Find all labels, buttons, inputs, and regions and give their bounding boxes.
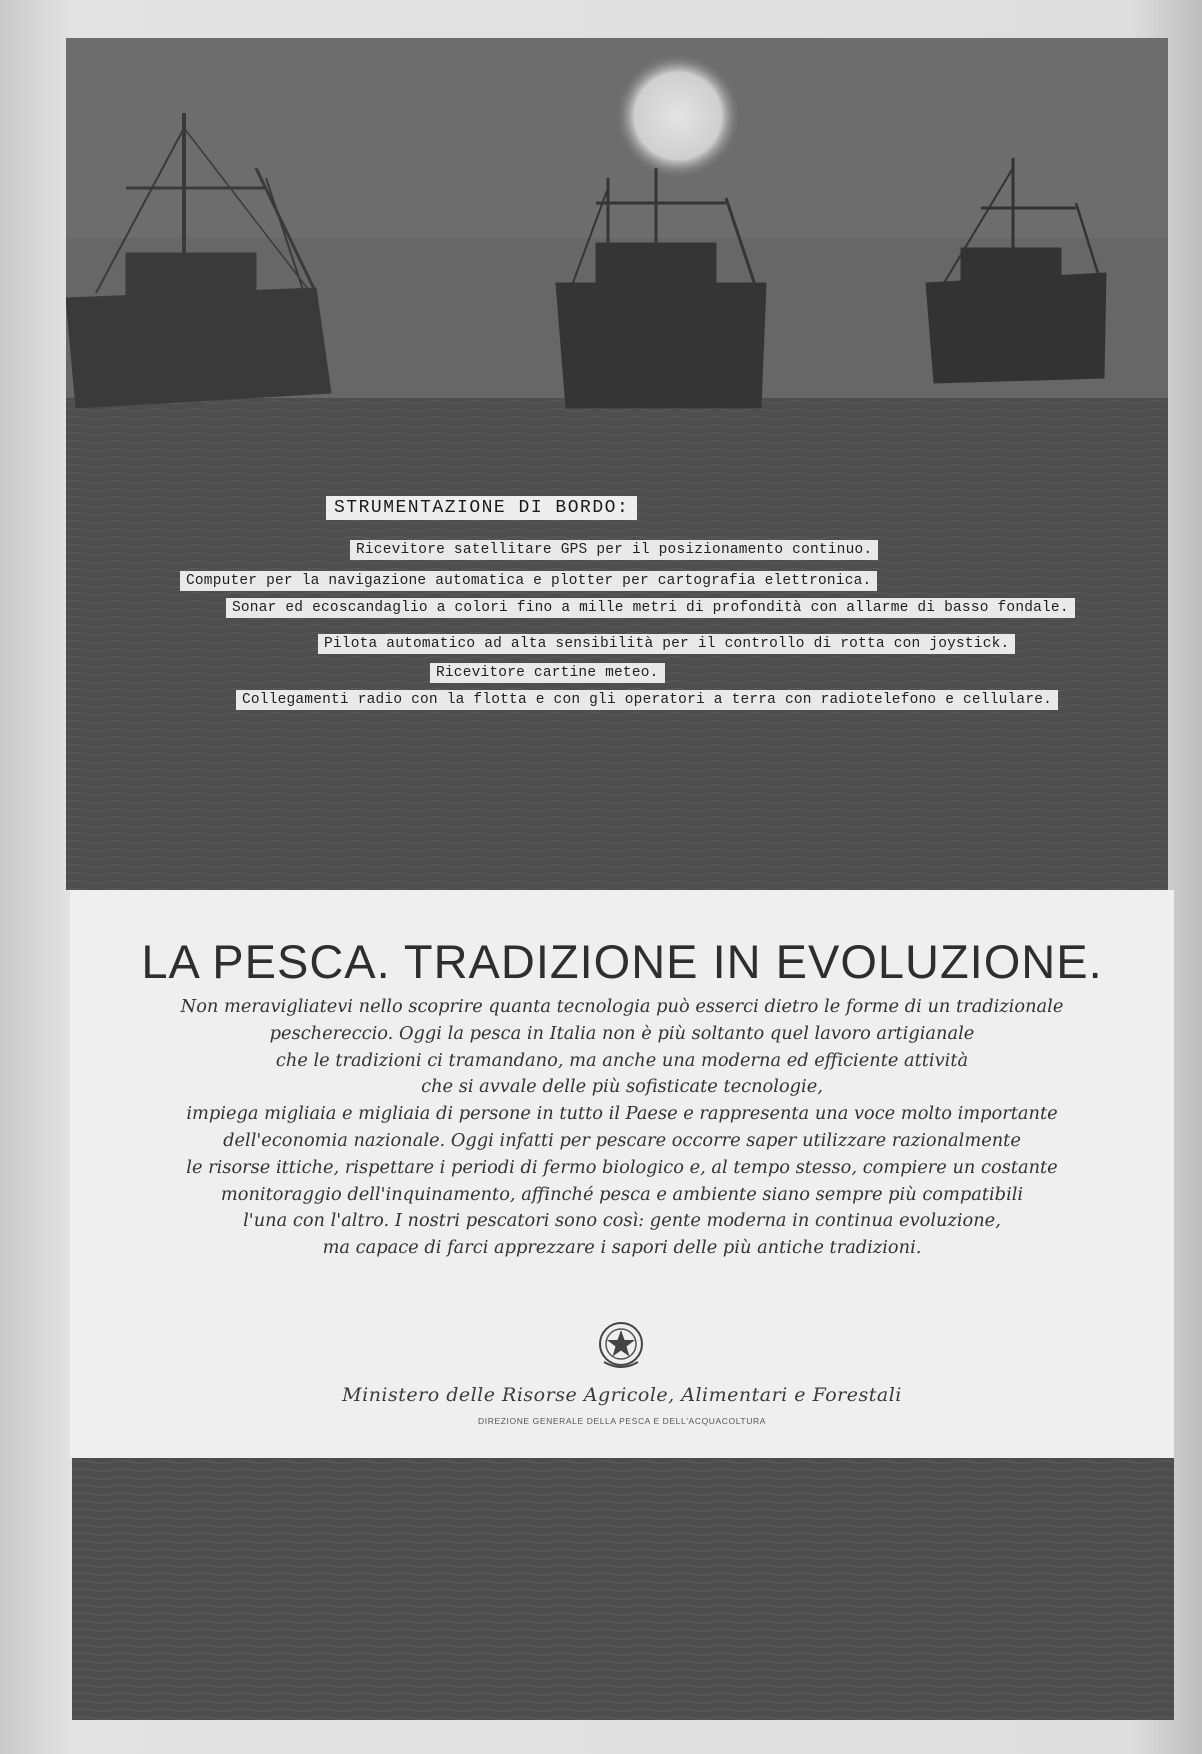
trawlers-illustration <box>66 38 1168 890</box>
body-line: ma capace di farci apprezzare i sapori delle più antiche tradizioni. <box>322 1237 922 1259</box>
body-text <box>110 994 1134 1262</box>
sea-bottom-photo <box>72 1458 1174 1720</box>
instrumentation-item: Ricevitore cartine meteo. <box>430 663 665 683</box>
instrumentation-item: Sonar ed ecoscandaglio a colori fino a mille metri di profondità con allarme di basso fondale. <box>226 598 1075 618</box>
text-panel <box>70 890 1174 1458</box>
body-line: dell'economia nazionale. Oggi infatti per pescare occorre saper utilizzare razionalmente <box>223 1129 1021 1151</box>
instrumentation-item: Computer per la navigazione automatica e plotter per cartografia elettronica. <box>180 571 877 591</box>
body-line: che si avvale delle più sofisticate tecnologie, <box>421 1076 823 1098</box>
trawlers-photo <box>66 38 1168 890</box>
body-line: Non meravigliatevi nello scoprire quanta tecnologia può esserci dietro le forme di un tradizionale <box>180 996 1064 1017</box>
instrumentation-item: Collegamenti radio con la flotta e con gli operatori a terra con radiotelefono e cellulare. <box>236 690 1058 710</box>
body-line: che le tradizioni ci tramandano, ma anche una moderna ed efficiente attività <box>275 1049 969 1071</box>
ministry-signature: Ministero delle Risorse Agricole, Alimentari e Forestali <box>342 1384 902 1406</box>
body-line: impiega migliaia e migliaia di persone in tutto il Paese e rappresenta una voce molto importante <box>186 1103 1058 1125</box>
italian-republic-emblem-icon <box>596 1318 646 1374</box>
headline: LA PESCA. TRADIZIONE IN EVOLUZIONE. <box>141 935 1103 988</box>
body-line: monitoraggio dell'inquinamento, affinché pesca e ambiente siano sempre più compatibili <box>220 1183 1024 1205</box>
sea-waves <box>72 1458 1174 1720</box>
body-line: le risorse ittiche, rispettare i periodi di fermo biologico e, al tempo stesso, compiere un costante <box>186 1156 1058 1178</box>
body-line: l'una con l'altro. I nostri pescatori sono così: gente moderna in continua evoluzione, <box>243 1210 1001 1232</box>
instrumentation-item: Pilota automatico ad alta sensibilità per il controllo di rotta con joystick. <box>318 634 1015 654</box>
directorate-name: DIREZIONE GENERALE DELLA PESCA E DELL'ACQUACOLTURA <box>478 1416 766 1426</box>
instrumentation-item: Ricevitore satellitare GPS per il posizionamento continuo. <box>350 540 878 560</box>
instrumentation-title: STRUMENTAZIONE DI BORDO: <box>326 496 637 520</box>
body-line: peschereccio. Oggi la pesca in Italia non è più soltanto quel lavoro artigianale <box>269 1022 975 1044</box>
sun-icon <box>616 54 740 178</box>
